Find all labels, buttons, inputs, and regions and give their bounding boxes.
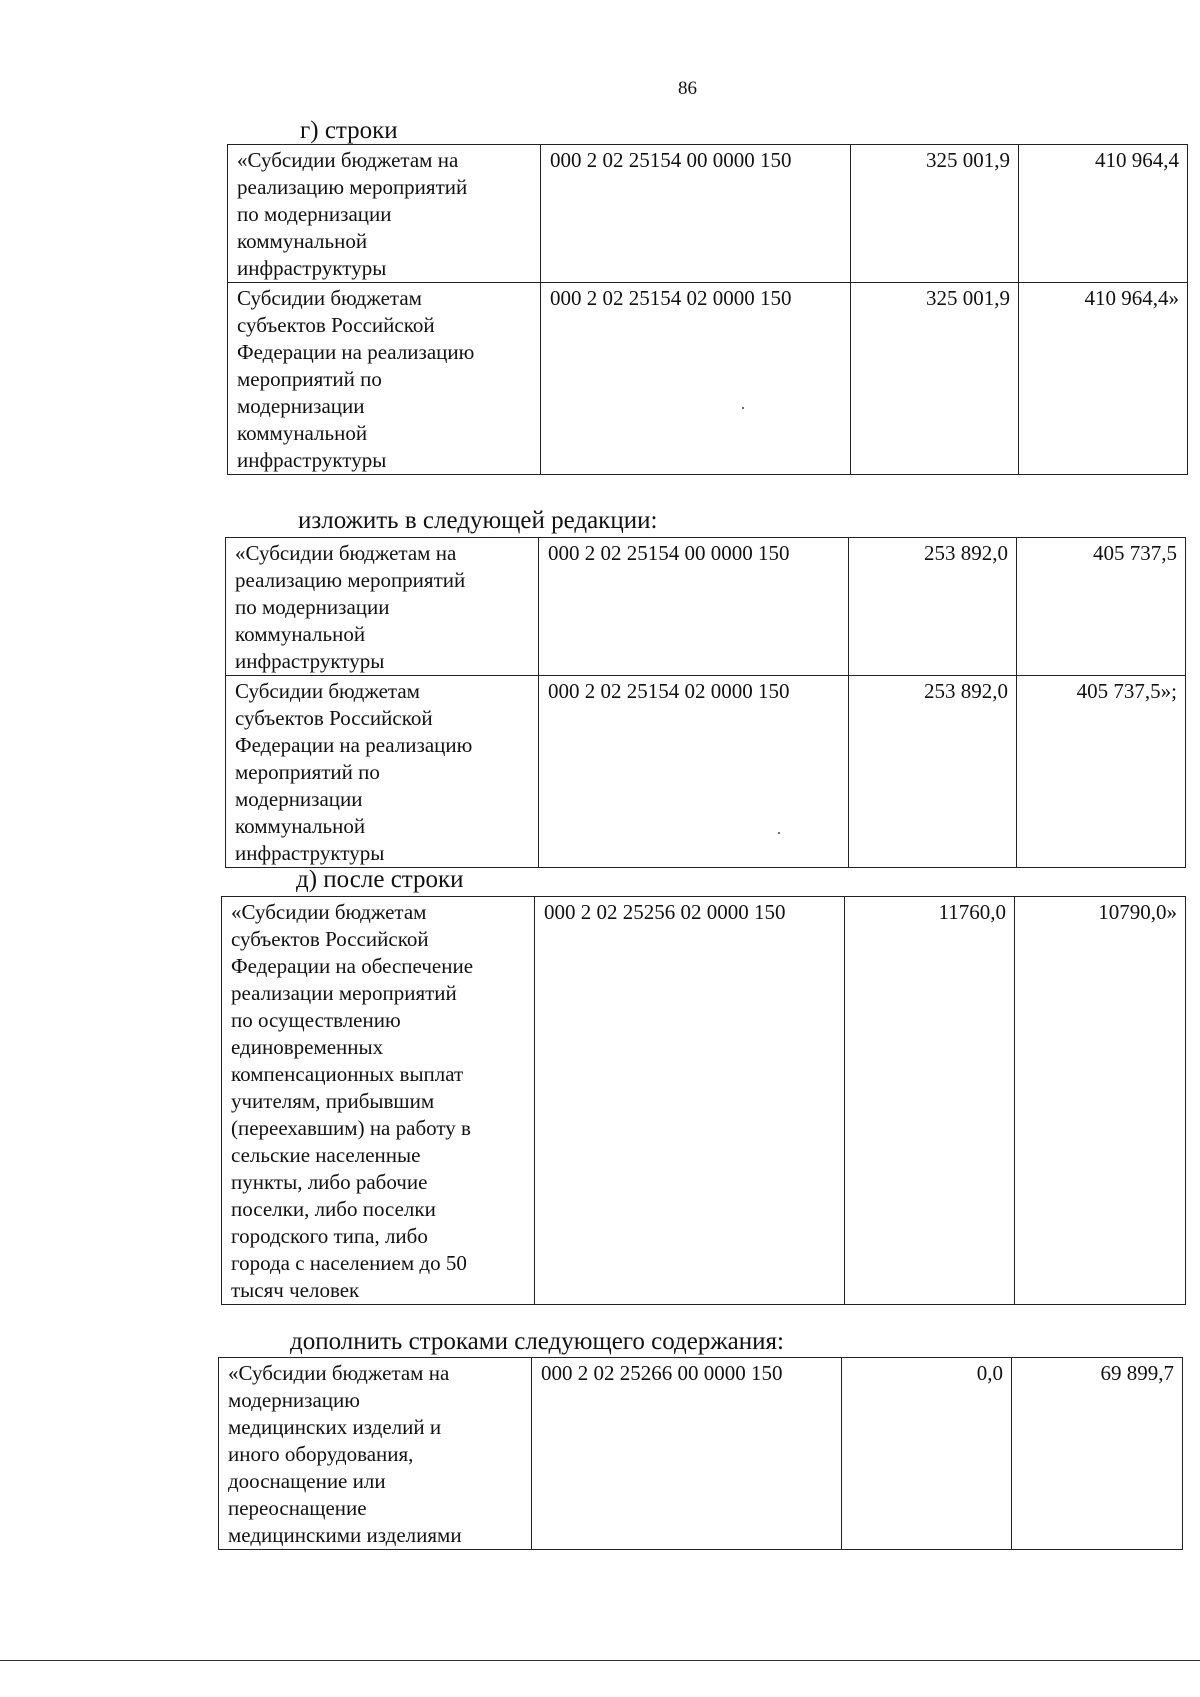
amount-year-2: 69 899,7 xyxy=(1012,1358,1183,1550)
scan-speck xyxy=(778,832,780,834)
line-item-name: «Субсидии бюджетам на реализацию мероприятий по модернизации коммунальной инфраструктуры xyxy=(228,145,541,283)
budget-code: 000 2 02 25256 02 0000 150 xyxy=(535,897,845,1305)
section-heading: дополнить строками следующего содержания: xyxy=(290,1328,784,1355)
amount-year-1: 325 001,9 xyxy=(851,145,1019,283)
scan-speck xyxy=(742,407,744,409)
section-heading: г) строки xyxy=(300,117,398,144)
budget-code: 000 2 02 25154 00 0000 150 xyxy=(539,538,849,676)
table-row xyxy=(228,283,1188,475)
amount-year-1: 0,0 xyxy=(842,1358,1012,1550)
amount-year-2: 405 737,5»; xyxy=(1017,676,1186,868)
budget-code: 000 2 02 25154 02 0000 150 xyxy=(539,676,849,868)
table-row xyxy=(219,1358,1183,1550)
line-item-name: Субсидии бюджетам субъектов Российской Федерации на реализацию мероприятий по модернизации коммунальной инфраструктуры xyxy=(228,283,541,475)
table-row xyxy=(226,676,1186,868)
amendment-table xyxy=(218,1357,1183,1550)
budget-code: 000 2 02 25266 00 0000 150 xyxy=(532,1358,842,1550)
budget-code: 000 2 02 25154 00 0000 150 xyxy=(541,145,851,283)
budget-code: 000 2 02 25154 02 0000 150 xyxy=(541,283,851,475)
amount-year-2: 410 964,4» xyxy=(1019,283,1188,475)
amount-year-2: 410 964,4 xyxy=(1019,145,1188,283)
table-row xyxy=(228,145,1188,283)
line-item-name: «Субсидии бюджетам на модернизацию медицинских изделий и иного оборудования, дооснащение или переоснащение медицинскими изделиями xyxy=(219,1358,532,1550)
line-item-name: «Субсидии бюджетам на реализацию мероприятий по модернизации коммунальной инфраструктуры xyxy=(226,538,539,676)
section-heading: изложить в следующей редакции: xyxy=(298,507,658,534)
page-number: 86 xyxy=(678,78,697,99)
amount-year-1: 325 001,9 xyxy=(851,283,1019,475)
amount-year-2: 10790,0» xyxy=(1015,897,1186,1305)
amount-year-1: 11760,0 xyxy=(845,897,1015,1305)
line-item-name: «Субсидии бюджетам субъектов Российской Федерации на обеспечение реализации мероприятий по осуществлению единовременных компенсационных выплат учителям, прибывшим (переехавшим) на работу в сельские населенные пункты, либо рабочие поселки, либо поселки городского типа, либо города с населением до 50 тысяч человек xyxy=(222,897,535,1305)
amount-year-1: 253 892,0 xyxy=(849,538,1017,676)
line-item-name: Субсидии бюджетам субъектов Российской Федерации на реализацию мероприятий по модернизации коммунальной инфраструктуры xyxy=(226,676,539,868)
amount-year-1: 253 892,0 xyxy=(849,676,1017,868)
amendment-table xyxy=(227,144,1188,475)
table-row xyxy=(226,538,1186,676)
amendment-table xyxy=(221,896,1186,1305)
table-row xyxy=(222,897,1186,1305)
section-heading: д) после строки xyxy=(296,866,464,893)
page-bottom-rule xyxy=(0,1660,1200,1661)
amendment-table xyxy=(225,537,1186,868)
amount-year-2: 405 737,5 xyxy=(1017,538,1186,676)
